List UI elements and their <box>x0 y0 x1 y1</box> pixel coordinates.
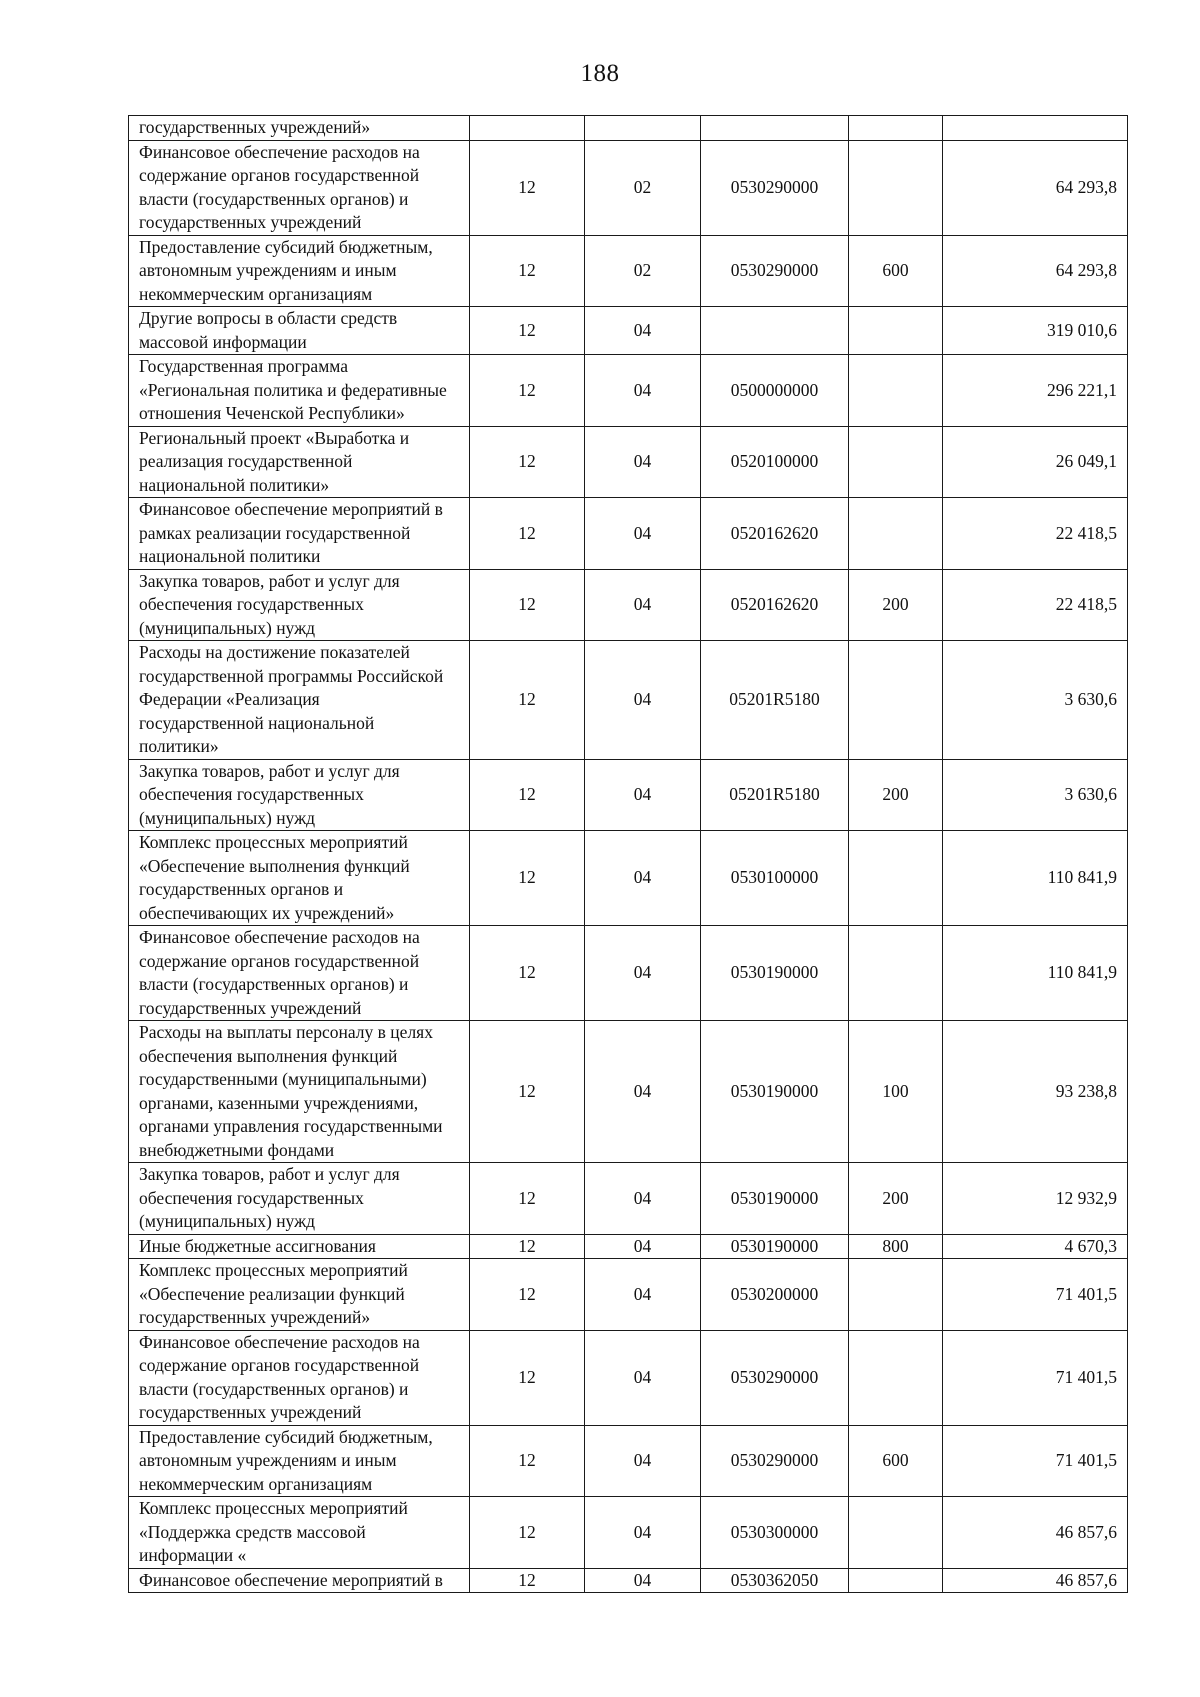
table-row <box>129 1021 1128 1163</box>
cell-amount: 46 857,6 <box>943 1568 1128 1593</box>
cell-section: 12 <box>470 1163 585 1235</box>
cell-expense-type: 200 <box>849 1163 943 1235</box>
cell-expense-type <box>849 926 943 1021</box>
cell-description: Финансовое обеспечение мероприятий в рамках реализации государственной национальной политики <box>129 498 470 570</box>
table-row <box>129 307 1128 355</box>
cell-expense-type: 200 <box>849 759 943 831</box>
cell-amount: 22 418,5 <box>943 569 1128 641</box>
cell-section: 12 <box>470 1425 585 1497</box>
cell-subsection: 04 <box>585 426 701 498</box>
cell-amount: 319 010,6 <box>943 307 1128 355</box>
cell-target-article: 0530290000 <box>701 140 849 235</box>
cell-target-article: 0520162620 <box>701 569 849 641</box>
cell-amount: 3 630,6 <box>943 759 1128 831</box>
cell-expense-type <box>849 116 943 141</box>
cell-amount: 110 841,9 <box>943 831 1128 926</box>
cell-section: 12 <box>470 1330 585 1425</box>
cell-subsection: 04 <box>585 1425 701 1497</box>
cell-description: Предоставление субсидий бюджетным, автономным учреждениям и иным некоммерческим организациям <box>129 235 470 307</box>
cell-expense-type <box>849 355 943 427</box>
cell-subsection: 02 <box>585 235 701 307</box>
cell-target-article: 0530290000 <box>701 235 849 307</box>
cell-description: Иные бюджетные ассигнования <box>129 1234 470 1259</box>
cell-description: Закупка товаров, работ и услуг для обеспечения государственных (муниципальных) нужд <box>129 569 470 641</box>
cell-amount: 12 932,9 <box>943 1163 1128 1235</box>
cell-subsection: 04 <box>585 1330 701 1425</box>
table-row <box>129 1234 1128 1259</box>
cell-description: Государственная программа «Региональная политика и федеративные отношения Чеченской Республики» <box>129 355 470 427</box>
table-row <box>129 1330 1128 1425</box>
cell-expense-type <box>849 307 943 355</box>
cell-expense-type <box>849 1259 943 1331</box>
cell-subsection: 04 <box>585 1021 701 1163</box>
cell-description: Финансовое обеспечение расходов на содержание органов государственной власти (государственных органов) и государственных учреждений <box>129 1330 470 1425</box>
cell-description: Комплекс процессных мероприятий «Обеспечение реализации функций государственных учреждений» <box>129 1259 470 1331</box>
cell-description: Региональный проект «Выработка и реализация государственной национальной политики» <box>129 426 470 498</box>
cell-subsection: 04 <box>585 641 701 760</box>
cell-target-article: 0530362050 <box>701 1568 849 1593</box>
cell-section: 12 <box>470 1497 585 1569</box>
cell-target-article: 0520162620 <box>701 498 849 570</box>
table-row <box>129 1163 1128 1235</box>
budget-table <box>128 115 1128 1593</box>
cell-subsection: 04 <box>585 355 701 427</box>
table-body <box>129 116 1128 1593</box>
cell-amount: 26 049,1 <box>943 426 1128 498</box>
table-row <box>129 498 1128 570</box>
cell-subsection: 04 <box>585 1163 701 1235</box>
cell-description: Финансовое обеспечение расходов на содержание органов государственной власти (государственных органов) и государственных учреждений <box>129 140 470 235</box>
cell-section: 12 <box>470 1568 585 1593</box>
cell-description: Предоставление субсидий бюджетным, автономным учреждениям и иным некоммерческим организациям <box>129 1425 470 1497</box>
cell-amount: 71 401,5 <box>943 1330 1128 1425</box>
cell-expense-type: 100 <box>849 1021 943 1163</box>
cell-section: 12 <box>470 641 585 760</box>
cell-subsection: 02 <box>585 140 701 235</box>
cell-subsection: 04 <box>585 831 701 926</box>
cell-subsection: 04 <box>585 1568 701 1593</box>
cell-amount: 64 293,8 <box>943 140 1128 235</box>
cell-target-article <box>701 116 849 141</box>
cell-amount: 110 841,9 <box>943 926 1128 1021</box>
cell-subsection: 04 <box>585 307 701 355</box>
cell-target-article: 0530290000 <box>701 1425 849 1497</box>
cell-target-article: 05201R5180 <box>701 641 849 760</box>
table-row <box>129 235 1128 307</box>
cell-target-article: 05201R5180 <box>701 759 849 831</box>
cell-target-article: 0530200000 <box>701 1259 849 1331</box>
cell-amount: 64 293,8 <box>943 235 1128 307</box>
table-row <box>129 641 1128 760</box>
cell-description: Финансовое обеспечение расходов на содержание органов государственной власти (государственных органов) и государственных учреждений <box>129 926 470 1021</box>
table-row <box>129 759 1128 831</box>
cell-description: Другие вопросы в области средств массовой информации <box>129 307 470 355</box>
table-row <box>129 926 1128 1021</box>
cell-section: 12 <box>470 498 585 570</box>
cell-description: Расходы на достижение показателей государственной программы Российской Федерации «Реализация государственной национальной политики» <box>129 641 470 760</box>
cell-section: 12 <box>470 355 585 427</box>
cell-expense-type <box>849 1330 943 1425</box>
cell-expense-type <box>849 140 943 235</box>
cell-expense-type <box>849 498 943 570</box>
cell-expense-type: 600 <box>849 235 943 307</box>
cell-description: Закупка товаров, работ и услуг для обеспечения государственных (муниципальных) нужд <box>129 1163 470 1235</box>
cell-subsection: 04 <box>585 1497 701 1569</box>
cell-expense-type: 800 <box>849 1234 943 1259</box>
cell-section: 12 <box>470 569 585 641</box>
cell-amount: 22 418,5 <box>943 498 1128 570</box>
cell-target-article: 0530190000 <box>701 1234 849 1259</box>
cell-target-article: 0530290000 <box>701 1330 849 1425</box>
cell-section: 12 <box>470 1234 585 1259</box>
cell-expense-type: 200 <box>849 569 943 641</box>
cell-subsection: 04 <box>585 759 701 831</box>
cell-target-article: 0530100000 <box>701 831 849 926</box>
cell-target-article: 0530190000 <box>701 1021 849 1163</box>
cell-expense-type <box>849 1568 943 1593</box>
table-row <box>129 569 1128 641</box>
cell-section <box>470 116 585 141</box>
cell-section: 12 <box>470 140 585 235</box>
cell-target-article: 0530190000 <box>701 926 849 1021</box>
cell-description: Финансовое обеспечение мероприятий в <box>129 1568 470 1593</box>
table-row <box>129 355 1128 427</box>
cell-expense-type <box>849 426 943 498</box>
cell-amount: 71 401,5 <box>943 1259 1128 1331</box>
cell-section: 12 <box>470 759 585 831</box>
cell-expense-type <box>849 831 943 926</box>
cell-section: 12 <box>470 1259 585 1331</box>
cell-amount: 296 221,1 <box>943 355 1128 427</box>
table-row <box>129 1568 1128 1593</box>
cell-section: 12 <box>470 1021 585 1163</box>
table-row <box>129 426 1128 498</box>
table-row <box>129 1497 1128 1569</box>
cell-expense-type: 600 <box>849 1425 943 1497</box>
cell-description: государственных учреждений» <box>129 116 470 141</box>
cell-description: Комплекс процессных мероприятий «Обеспечение выполнения функций государственных органов и обеспечивающих их учреждений» <box>129 831 470 926</box>
cell-section: 12 <box>470 307 585 355</box>
cell-subsection: 04 <box>585 569 701 641</box>
cell-target-article: 0530190000 <box>701 1163 849 1235</box>
cell-subsection: 04 <box>585 926 701 1021</box>
cell-target-article: 0530300000 <box>701 1497 849 1569</box>
table-row <box>129 116 1128 141</box>
cell-amount: 3 630,6 <box>943 641 1128 760</box>
cell-subsection: 04 <box>585 498 701 570</box>
table-row <box>129 1259 1128 1331</box>
cell-subsection: 04 <box>585 1234 701 1259</box>
table-row <box>129 1425 1128 1497</box>
cell-target-article <box>701 307 849 355</box>
cell-section: 12 <box>470 426 585 498</box>
cell-amount: 4 670,3 <box>943 1234 1128 1259</box>
cell-expense-type <box>849 641 943 760</box>
cell-target-article: 0500000000 <box>701 355 849 427</box>
cell-subsection: 04 <box>585 1259 701 1331</box>
cell-amount: 71 401,5 <box>943 1425 1128 1497</box>
cell-amount <box>943 116 1128 141</box>
page-number: 188 <box>580 60 620 87</box>
table-row <box>129 831 1128 926</box>
cell-section: 12 <box>470 235 585 307</box>
cell-amount: 46 857,6 <box>943 1497 1128 1569</box>
cell-expense-type <box>849 1497 943 1569</box>
cell-subsection <box>585 116 701 141</box>
table-row <box>129 140 1128 235</box>
cell-amount: 93 238,8 <box>943 1021 1128 1163</box>
cell-target-article: 0520100000 <box>701 426 849 498</box>
cell-description: Закупка товаров, работ и услуг для обеспечения государственных (муниципальных) нужд <box>129 759 470 831</box>
cell-description: Расходы на выплаты персоналу в целях обеспечения выполнения функций государственными (муниципальными) органами, казенными учреждениями, органами управления государственными внебюджетными фондами <box>129 1021 470 1163</box>
cell-description: Комплекс процессных мероприятий «Поддержка средств массовой информации « <box>129 1497 470 1569</box>
cell-section: 12 <box>470 926 585 1021</box>
cell-section: 12 <box>470 831 585 926</box>
